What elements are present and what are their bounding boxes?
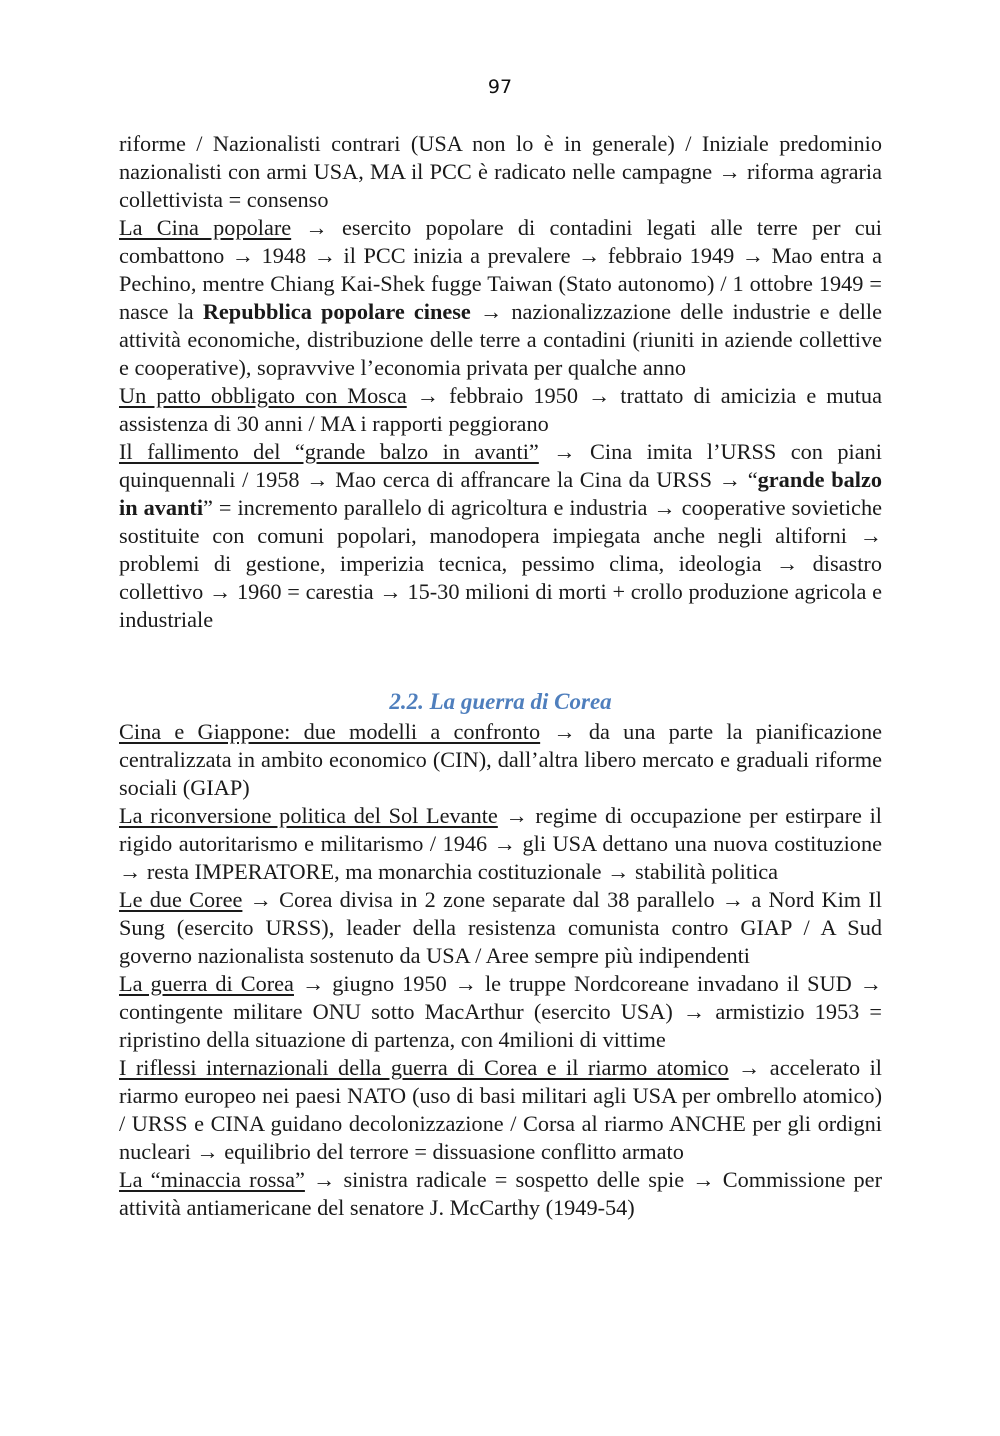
- paragraph-text: → nazionalizzazione delle industrie e delle attività economiche, distribuzione delle terre a contadini (riuniti in aziende collettive e cooperative), sopravvive l’economia privata per qualche anno: [119, 299, 882, 380]
- paragraph-minaccia-rossa: [119, 1166, 882, 1222]
- page-content: [119, 130, 882, 1222]
- topic-label: La guerra di Corea: [119, 971, 294, 996]
- paragraph-text: → Corea divisa in 2 zone separate dal 38 parallelo → a Nord Kim Il Sung (esercito URSS), leader della resistenza comunista contro GIAP / A Sud governo nazionalista sostenuto da USA / Aree sempre più indipendenti: [119, 887, 882, 968]
- paragraph-sol-levante: [119, 802, 882, 886]
- paragraph-cina-popolare: [119, 214, 882, 382]
- bold-term: grande balzo in avanti: [119, 467, 882, 520]
- topic-label: Un patto obbligato con Mosca: [119, 383, 407, 408]
- paragraph-text: → giugno 1950 → le truppe Nordcoreane invadano il SUD → contingente militare ONU sotto MacArthur (esercito USA) → armistizio 1953 = ripristino della situazione di partenza, con 4milioni di vittime: [119, 971, 882, 1052]
- paragraph-text: → Cina imita l’URSS con piani quinquennali / 1958 → Mao cerca di affrancare la Cina da URSS → “: [119, 439, 882, 492]
- paragraph-grande-balzo: [119, 438, 882, 634]
- paragraph-cina-giappone: [119, 718, 882, 802]
- paragraph-text: ” = incremento parallelo di agricoltura e industria → cooperative sovietiche sostituite con comuni popolari, manodopera impiegata anche negli altiforni → problemi di gestione, imperizia tecnica, pessimo clima, ideologia → disastro collettivo → 1960 = carestia → 15-30 milioni di morti + crollo produzione agricola e industriale: [119, 495, 882, 632]
- paragraph-text: → febbraio 1950 → trattato di amicizia e mutua assistenza di 30 anni / MA i rapporti peggiorano: [119, 383, 882, 436]
- topic-label: La “minaccia rossa”: [119, 1167, 305, 1192]
- paragraph-riforme: [119, 130, 882, 214]
- paragraph-text: → regime di occupazione per estirpare il rigido autoritarismo e militarismo / 1946 → gli USA dettano una nuova costituzione → resta IMPERATORE, ma monarchia costituzionale → stabilità politica: [119, 803, 882, 884]
- paragraph-text: riforme / Nazionalisti contrari (USA non lo è in generale) / Iniziale predominio nazionalisti con armi USA, MA il PCC è radicato nelle campagne → riforma agraria collettivista = consenso: [119, 131, 882, 212]
- paragraph-due-coree: [119, 886, 882, 970]
- topic-label: I riflessi internazionali della guerra di Corea e il riarmo atomico: [119, 1055, 729, 1080]
- paragraph-text: → sinistra radicale = sospetto delle spie → Commissione per attività antiamericane del senatore J. McCarthy (1949-54): [119, 1167, 882, 1220]
- section-heading: 2.2. La guerra di Corea: [389, 689, 612, 714]
- topic-label: La Cina popolare: [119, 215, 292, 240]
- paragraph-text: → esercito popolare di contadini legati alle terre per cui combattono → 1948 → il PCC inizia a prevalere → febbraio 1949 → Mao entra a Pechino, mentre Chiang Kai-Shek fugge Taiwan (Stato autonomo) / 1 ottobre 1949 = nasce la: [119, 215, 882, 324]
- topic-label: Le due Coree: [119, 887, 243, 912]
- paragraph-guerra-corea: [119, 970, 882, 1054]
- topic-label: Cina e Giappone: due modelli a confronto: [119, 719, 541, 744]
- paragraph-text: → accelerato il riarmo europeo nei paesi NATO (uso di basi militari agli USA per ombrello atomico) / URSS e CINA guidano decolonizzazione / Corsa al riarmo ANCHE per gli ordigni nucleari → equilibrio del terrore = dissuasione conflitto armato: [119, 1055, 882, 1164]
- paragraph-riflessi: [119, 1054, 882, 1166]
- page-number: 97: [487, 76, 513, 98]
- bold-term: Repubblica popolare cinese: [202, 299, 471, 324]
- paragraph-patto-mosca: [119, 382, 882, 438]
- topic-label: La riconversione politica del Sol Levante: [119, 803, 498, 828]
- paragraph-text: → da una parte la pianificazione centralizzata in ambito economico (CIN), dall’altra libero mercato e graduali riforme sociali (GIAP): [119, 719, 882, 800]
- topic-label: Il fallimento del “grande balzo in avanti”: [119, 439, 539, 464]
